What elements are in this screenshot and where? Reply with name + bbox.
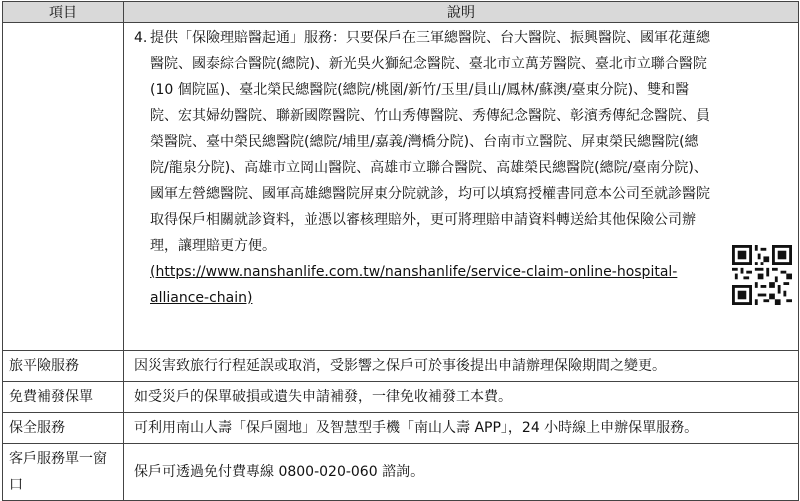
qr-code-icon	[732, 245, 792, 305]
claim-service-link[interactable]: (https://www.nanshanlife.com.tw/nanshanlife/service-claim-online-hospital-alliance-chain)	[150, 264, 678, 306]
claim-service-paragraph	[134, 25, 792, 311]
description-cell: 保戶可透過免付費專線 0800-020-060 諮詢。	[124, 444, 799, 501]
service-table	[2, 1, 799, 501]
item-cell: 免費補發保單	[3, 382, 124, 413]
description-cell: 如受災戶的保單破損或遺失申請補發，一律免收補發工本費。	[124, 382, 799, 413]
item-cell: 保全服務	[3, 413, 124, 444]
item-cell: 旅平險服務	[3, 351, 124, 382]
claim-service-text: 提供「保險理賠醫起通」服務：只要保戶在三軍總醫院、台大醫院、振興醫院、國軍花蓮總醫院、國泰綜合醫院(總院)、新光吳火獅紀念醫院、臺北市立萬芳醫院、臺北市立聯合醫院(10 個院區)、臺北榮民總醫院(總院/桃園/新竹/玉里/員山/鳳林/蘇澳/臺東分院)、雙和醫院、宏其婦幼醫院、聯新國際醫院、竹山秀傳醫院、秀傳紀念醫院、彰濱秀傳紀念醫院、員榮醫院、臺中榮民總醫院(總院/埔里/嘉義/灣橋分院)、台南市立醫院、屏東榮民總醫院(總院/龍泉分院)、高雄市立岡山醫院、高雄市立聯合醫院、高雄榮民總醫院(總院/臺南分院)、國軍左營總醫院、國軍高雄總醫院屏東分院就診，均可以填寫授權書同意本公司至就診醫院取得保戶相關就診資料，並憑以審核理賠外，更可將理賠申請資料轉送給其他保險公司辦理，讓理賠更方便。	[150, 30, 710, 254]
header-description: 說明	[124, 2, 799, 23]
description-cell: 因災害致旅行行程延誤或取消，受影響之保戶可於事後提出申請辦理保險期間之變更。	[124, 351, 799, 382]
header-item: 項目	[3, 2, 124, 23]
description-cell	[124, 23, 799, 351]
header-row	[3, 2, 799, 23]
item-cell	[3, 23, 124, 351]
table-row	[3, 382, 799, 413]
table-row	[3, 23, 799, 351]
description-cell: 可利用南山人壽「保戶園地」及智慧型手機「南山人壽 APP」，24 小時線上申辦保單服務。	[124, 413, 799, 444]
list-number: 4.	[134, 30, 148, 46]
table-row	[3, 351, 799, 382]
table-row	[3, 444, 799, 501]
table-row	[3, 413, 799, 444]
item-cell: 客戶服務單一窗口	[3, 444, 124, 501]
